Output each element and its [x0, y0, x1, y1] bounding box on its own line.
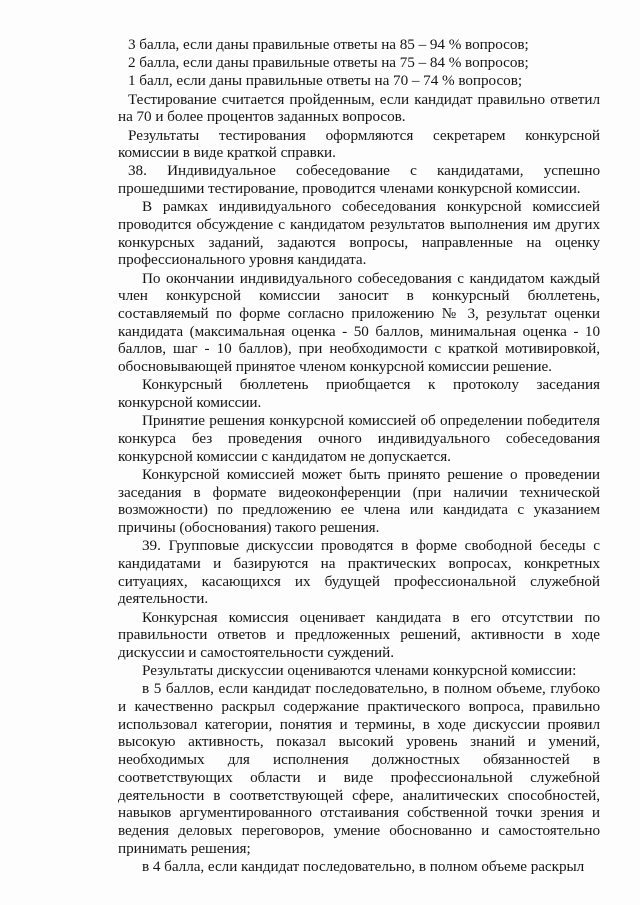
paragraph-no-decision-without-interview: Принятие решения конкурсной комиссией об определении победителя конкурса без проведения очного индивидуального собеседования конкурсной комиссии с кандидатом не допускается.: [118, 412, 600, 465]
paragraph-score-1: 1 балл, если даны правильные ответы на 70 – 74 % вопросов;: [128, 72, 522, 90]
paragraph-interview-discussion: В рамках индивидуального собеседования конкурсной комиссией проводится обсуждение с кандидатом результатов выполнения им других конкурсных заданий, задаются вопросы, направленные на оценку профессионального уровня кандидата.: [118, 198, 600, 269]
paragraph-4-points: в 4 балла, если кандидат последовательно, в полном объеме раскрыл: [142, 857, 585, 875]
paragraph-score-2: 2 балла, если даны правильные ответы на 75 – 84 % вопросов;: [128, 54, 529, 72]
paragraph-score-3: 3 балла, если даны правильные ответы на 85 – 94 % вопросов;: [128, 36, 529, 53]
paragraph-38-interview: 38. Индивидуальное собеседование с кандидатами, успешно прошедшими тестирование, проводится членами конкурсной комиссии.: [118, 162, 600, 198]
document-text: [118, 36, 600, 876]
paragraph-test-passed: Тестирование считается пройденным, если кандидат правильно ответил на 70 и более процентов заданных вопросов.: [118, 90, 600, 126]
paragraph-discussion-results: Результаты дискуссии оцениваются членами конкурсной комиссии:: [142, 662, 577, 680]
paragraph-39-group-discussions: 39. Групповые дискуссии проводятся в форме свободной беседы с кандидатами и базируются на практических вопросах, конкретных ситуациях, касающихся их будущей профессиональной служебной деятельности.: [118, 537, 600, 608]
paragraph-test-results: Результаты тестирования оформляются секретарем конкурсной комиссии в виде краткой справки.: [118, 126, 600, 162]
paragraph-videoconference: Конкурсной комиссией может быть принято решение о проведении заседания в формате видеоконференции (при наличии технической возможности) по предложению ее члена или кандидата с указанием причины (обоснования) такого решения.: [118, 465, 600, 536]
paragraph-commission-evaluates: Конкурсная комиссия оценивает кандидата в его отсутствии по правильности ответов и предложенных решений, активности в ходе дискуссии и самостоятельности суждений.: [118, 608, 600, 661]
paragraph-ballot: По окончании индивидуального собеседования с кандидатом каждый член конкурсной комиссии заносит в конкурсный бюллетень, составляемый по форме согласно приложению № 3, результат оценки кандидата (максимальная оценка - 50 баллов, минимальная оценка - 10 баллов, шаг - 10 баллов), при необходимости с краткой мотивировкой, обосновывающей принятое членом конкурсной комиссии решение.: [118, 269, 600, 376]
paragraph-ballot-attached: Конкурсный бюллетень приобщается к протоколу заседания конкурсной комиссии.: [118, 376, 600, 412]
paragraph-5-points: в 5 баллов, если кандидат последовательно, в полном объеме, глубоко и качественно раскрыл содержание практического вопроса, правильно использовал категории, понятия и термины, в ходе дискуссии проявил высокую активность, показал высокий уровень знаний и умений, необходимых для исполнения должностных обязанностей в соответствующих области и виде профессиональной служебной деятельности в соответствующей сфере, аналитических способностей, навыков аргументированного отстаивания собственной точки зрения и ведения деловых переговоров, умение обоснованно и самостоятельно принимать решения;: [118, 680, 600, 857]
